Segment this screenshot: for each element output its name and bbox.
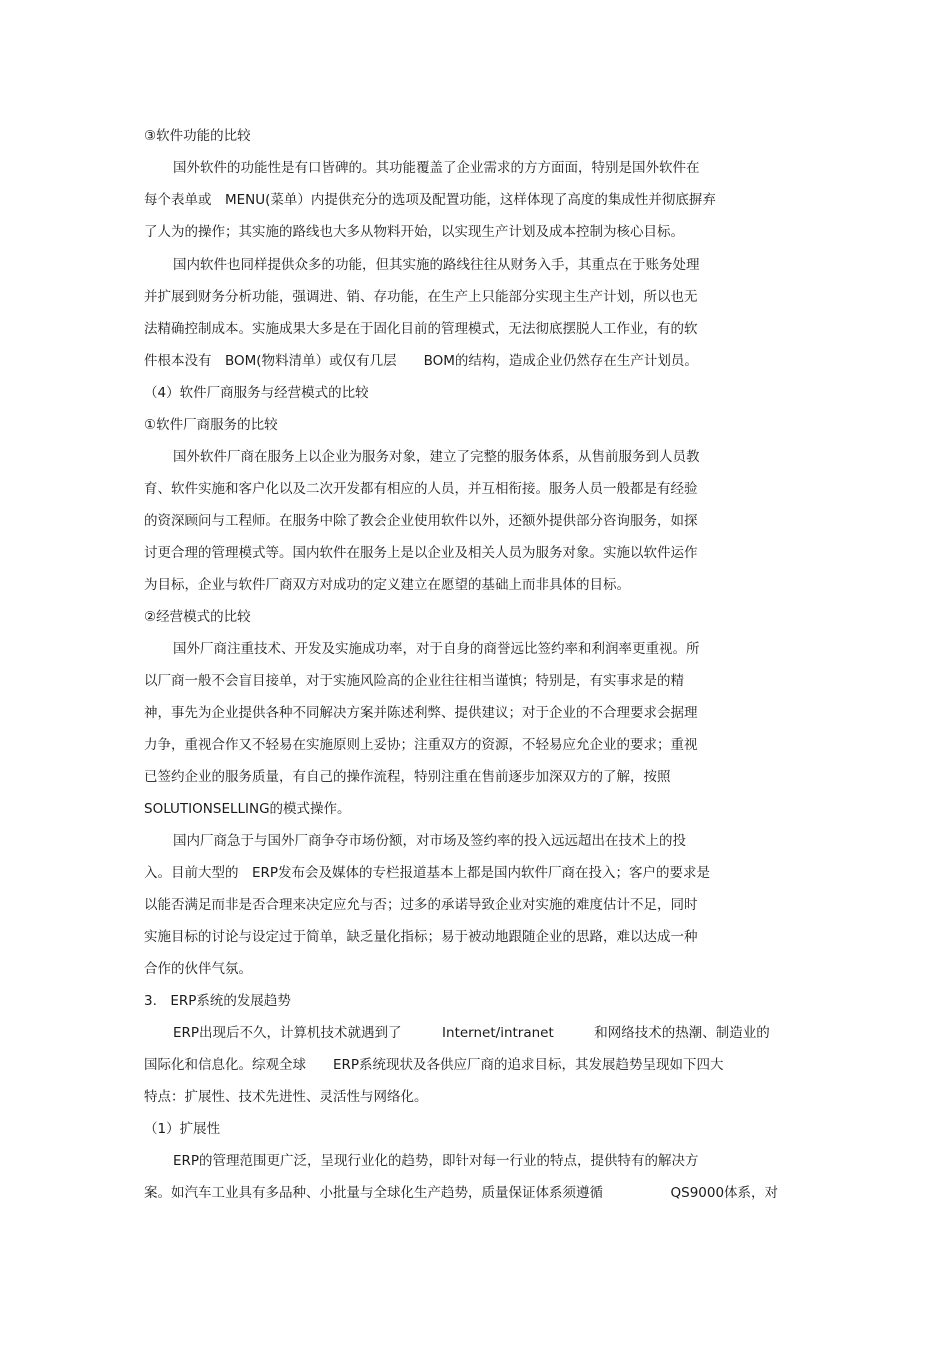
paragraph-line: 讨更合理的管理模式等。国内软件在服务上是以企业及相关人员为服务对象。实施以软件运作 (144, 545, 698, 561)
paragraph-line: 为目标，企业与软件厂商双方对成功的定义建立在愿望的基础上而非具体的目标。 (144, 577, 630, 593)
section-heading-erp-trends: 3. ERP系统的发展趋势 (144, 993, 291, 1009)
paragraph-line: 以能否满足而非是否合理来决定应允与否；过多的承诺导致企业对实施的难度估计不足，同时 (144, 897, 698, 913)
paragraph-line: 已签约企业的服务质量，有自己的操作流程，特别注重在售前逐步加深双方的了解，按照 (144, 769, 671, 785)
paragraph-line: 国际化和信息化。综观全球 ERP系统现状及各供应厂商的追求目标，其发展趋势呈现如下四大 (144, 1057, 724, 1073)
paragraph-line: 国外软件厂商在服务上以企业为服务对象，建立了完整的服务体系，从售前服务到人员教 (173, 449, 700, 465)
paragraph-line: 合作的伙伴气氛。 (144, 961, 252, 977)
subheading-business-model: ②经营模式的比较 (144, 609, 251, 625)
paragraph-line: 并扩展到财务分析功能，强调进、销、存功能，在生产上只能部分实现主生产计划，所以也无 (144, 289, 698, 305)
paragraph-line: 实施目标的讨论与设定过于简单，缺乏量化指标；易于被动地跟随企业的思路，难以达成一种 (144, 929, 698, 945)
section-heading-vendor-service: （4）软件厂商服务与经营模式的比较 (144, 385, 369, 401)
paragraph-line: ERP出现后不久，计算机技术就遇到了 Internet/intranet 和网络技术的热潮、制造业的 (173, 1025, 770, 1041)
paragraph-line: 案。如汽车工业具有多品种、小批量与全球化生产趋势，质量保证体系须遵循 QS9000体系，对 (144, 1185, 779, 1201)
paragraph-line: 育、软件实施和客户化以及二次开发都有相应的人员，并互相衔接。服务人员一般都是有经验 (144, 481, 698, 497)
paragraph-line: 特点：扩展性、技术先进性、灵活性与网络化。 (144, 1089, 428, 1105)
paragraph-line: 入。目前大型的 ERP发布会及媒体的专栏报道基本上都是国内软件厂商在投入；客户的要求是 (144, 865, 711, 881)
subheading-software-function: ③软件功能的比较 (144, 128, 251, 144)
subheading-vendor-service: ①软件厂商服务的比较 (144, 417, 278, 433)
paragraph-line: 国外软件的功能性是有口皆碑的。其功能覆盖了企业需求的方方面面，特别是国外软件在 (173, 160, 700, 176)
paragraph-line: SOLUTIONSELLING的模式操作。 (144, 801, 351, 817)
paragraph-line: 了人为的操作；其实施的路线也大多从物料开始，以实现生产计划及成本控制为核心目标。 (144, 224, 684, 240)
paragraph-line: 国内厂商急于与国外厂商争夺市场份额，对市场及签约率的投入远远超出在技术上的投 (173, 833, 686, 849)
paragraph-line: 件根本没有 BOM(物料清单）或仅有几层 BOM的结构，造成企业仍然存在生产计划员。 (144, 353, 698, 369)
paragraph-line: 国外厂商注重技术、开发及实施成功率，对于自身的商誉远比签约率和利润率更重视。所 (173, 641, 700, 657)
paragraph-line: 以厂商一般不会盲目接单，对于实施风险高的企业往往相当谨慎；特别是，有实事求是的精 (144, 673, 684, 689)
subheading-extensibility: （1）扩展性 (144, 1121, 221, 1137)
paragraph-line: 国内软件也同样提供众多的功能，但其实施的路线往往从财务入手，其重点在于账务处理 (173, 257, 700, 273)
paragraph-line: 力争，重视合作又不轻易在实施原则上妥协；注重双方的资源，不轻易应允企业的要求；重视 (144, 737, 698, 753)
paragraph-line: 的资深顾问与工程师。在服务中除了教会企业使用软件以外，还额外提供部分咨询服务，如探 (144, 513, 698, 529)
paragraph-line: ERP的管理范围更广泛，呈现行业化的趋势，即针对每一行业的特点，提供特有的解决方 (173, 1153, 699, 1169)
paragraph-line: 神，事先为企业提供各种不同解决方案并陈述利弊、提供建议；对于企业的不合理要求会据理 (144, 705, 698, 721)
paragraph-line: 法精确控制成本。实施成果大多是在于固化目前的管理模式，无法彻底摆脱人工作业，有的软 (144, 321, 698, 337)
paragraph-line: 每个表单或 MENU(菜单）内提供充分的选项及配置功能，这样体现了高度的集成性并彻底摒弃 (144, 192, 716, 208)
